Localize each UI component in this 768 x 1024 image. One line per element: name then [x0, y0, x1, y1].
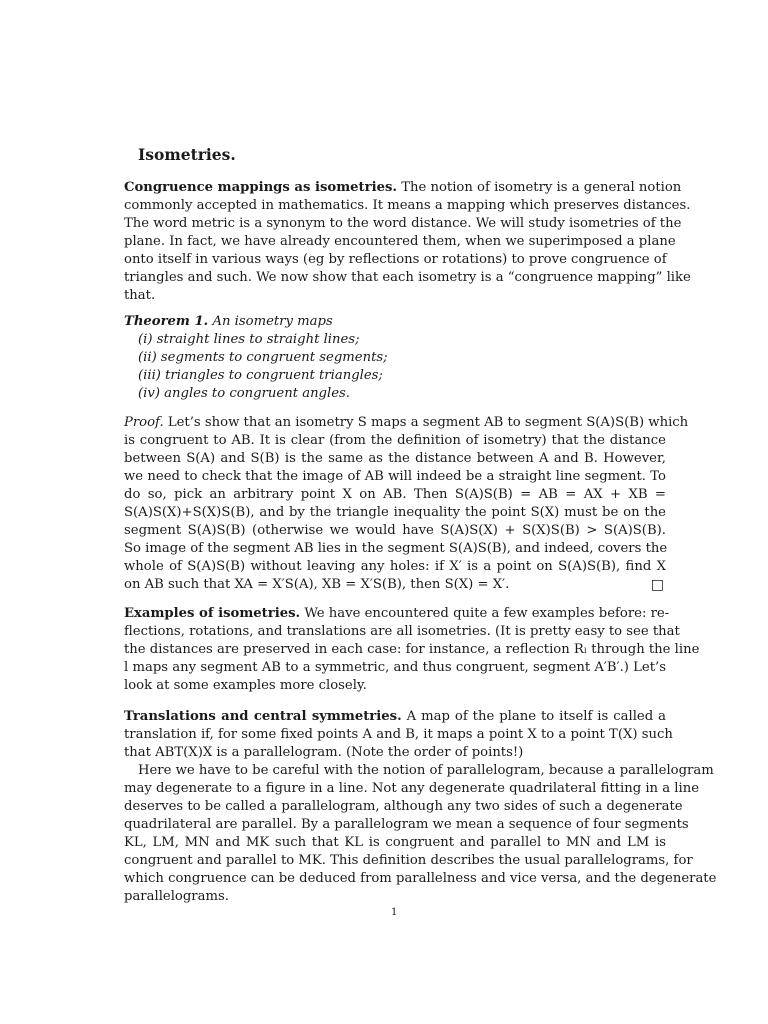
text-line: l maps any segment AB to a symmetric, and thus congruent, segment A′B′.) Let’s [124, 660, 666, 675]
text-line: Here we have to be careful with the notion of parallelogram, because a parallelogram [138, 763, 714, 778]
proof-heading: Proof. [124, 415, 164, 430]
paragraph-congruence [124, 179, 691, 305]
theorem-item: (iv) angles to congruent angles. [138, 386, 350, 401]
text-line: Translations and central symmetries. A map of the plane to itself is called a [124, 709, 666, 724]
section-heading: Translations and central symmetries. [124, 709, 402, 724]
text-line: triangles and such. We now show that each isometry is a “congruence mapping” like [124, 270, 691, 285]
section-heading: Congruence mappings as isometries. [124, 180, 397, 195]
text-line: look at some examples more closely. [124, 678, 367, 693]
text-line: is congruent to AB. It is clear (from the definition of isometry) that the distance [124, 433, 666, 448]
text-line: Theorem 1. An isometry maps [124, 314, 333, 329]
text-line: which congruence can be deduced from parallelness and vice versa, and the degenerate [124, 871, 717, 886]
text-line: parallelograms. [124, 889, 229, 904]
text-line: congruent and parallel to MK. This definition describes the usual parallelograms, for [124, 853, 693, 868]
theorem-item: (iii) triangles to congruent triangles; [138, 368, 383, 383]
text-line: The word metric is a synonym to the word distance. We will study isometries of the [124, 216, 682, 231]
text-line: commonly accepted in mathematics. It means a mapping which preserves distances. [124, 198, 691, 213]
text-line: segment S(A)S(B) (otherwise we would have S(A)S(X) + S(X)S(B) > S(A)S(B). [124, 523, 666, 538]
text-line: that. [124, 288, 156, 303]
text-line: Examples of isometries. We have encountered quite a few examples before: re- [124, 606, 670, 621]
paragraph-examples [124, 605, 700, 695]
text-line: S(A)S(X)+S(X)S(B), and by the triangle inequality the point S(X) must be on the [124, 505, 666, 520]
page-title: Isometries. [138, 145, 236, 164]
text-line: translation if, for some fixed points A and B, it maps a point X to a point T(X) such [124, 727, 673, 742]
text-line: between S(A) and S(B) is the same as the distance between A and B. However, [124, 451, 666, 466]
text-line: So image of the segment AB lies in the segment S(A)S(B), and indeed, covers the [124, 541, 668, 556]
theorem-item: (ii) segments to congruent segments; [138, 350, 388, 365]
text-line: Congruence mappings as isometries. The notion of isometry is a general notion [124, 180, 682, 195]
text-line: we need to check that the image of AB will indeed be a straight line segment. To [124, 469, 666, 484]
text-line: onto itself in various ways (eg by reflections or rotations) to prove congruence of [124, 252, 667, 267]
text-line: whole of S(A)S(B) without leaving any holes: if X′ is a point on S(A)S(B), find X [124, 559, 666, 574]
paragraph-translations [124, 708, 717, 906]
proof [124, 414, 689, 594]
section-heading: Examples of isometries. [124, 606, 301, 621]
text-line: Proof. Let’s show that an isometry S maps a segment AB to segment S(A)S(B) which [124, 415, 689, 430]
theorem [124, 313, 666, 403]
text-line: the distances are preserved in each case: for instance, a reflection Rₗ through the line [124, 642, 700, 657]
qed-symbol: □ [650, 577, 664, 593]
text-line: KL, LM, MN and MK such that KL is congruent and parallel to MN and LM is [124, 835, 666, 850]
text-line: that ABT(X)X is a parallelogram. (Note the order of points!) [124, 745, 524, 760]
text-line: on AB such that XA = X′S(A), XB = X′S(B), then S(X) = X′. □ [124, 577, 664, 593]
theorem-item: (i) straight lines to straight lines; [138, 332, 360, 347]
text-line: quadrilateral are parallel. By a parallelogram we mean a sequence of four segments [124, 817, 689, 832]
theorem-heading: Theorem 1. [124, 314, 209, 329]
page-number: 1 [391, 907, 398, 918]
text-line: plane. In fact, we have already encountered them, when we superimposed a plane [124, 234, 676, 249]
text-line: flections, rotations, and translations are all isometries. (It is pretty easy to see that [124, 624, 680, 639]
text-line: deserves to be called a parallelogram, although any two sides of such a degenerate [124, 799, 683, 814]
text-line: may degenerate to a figure in a line. Not any degenerate quadrilateral fitting in a line [124, 781, 700, 796]
text-line: do so, pick an arbitrary point X on AB. Then S(A)S(B) = AB = AX + XB = [124, 487, 666, 502]
